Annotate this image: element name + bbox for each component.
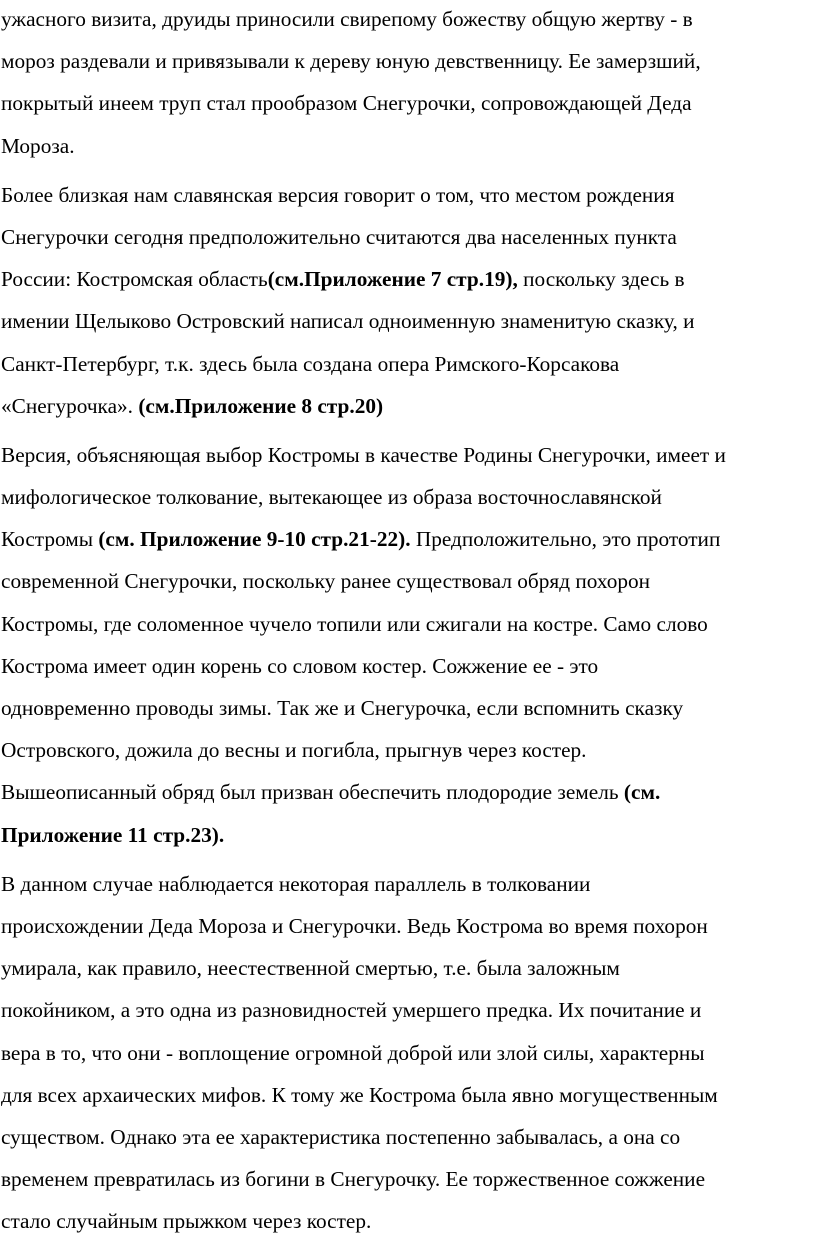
text-run: умирала, как правило, неестественной смертью, т.е. была заложным [1, 956, 620, 981]
text-line [1, 40, 811, 82]
text-run: Костромы, где соломенное чучело топили или сжигали на костре. Само слово [1, 611, 708, 636]
text-line [1, 814, 811, 856]
text-line [1, 343, 811, 385]
text-line [1, 603, 811, 645]
text-run: мифологическое толкование, вытекающее из образа восточнославянской [1, 485, 662, 510]
text-run: поскольку здесь в [517, 267, 685, 292]
text-run: Кострома имеет один корень со словом костер. Сожжение ее - это [1, 653, 599, 678]
text-line [1, 905, 811, 947]
text-line [1, 729, 811, 771]
text-run: существом. Однако эта ее характеристика постепенно забывалась, а она со [1, 1124, 681, 1149]
text-run: В данном случае наблюдается некоторая параллель в толковании [1, 871, 591, 896]
appendix-reference: Приложение 11 стр.23). [1, 822, 225, 847]
text-line [1, 0, 811, 40]
text-run: временем превратилась из богини в Снегурочку. Ее торжественное сожжение [1, 1167, 706, 1192]
paragraph-kostroma-version [1, 434, 811, 856]
text-run: происхождении Деда Мороза и Снегурочки. Ведь Кострома во время похорон [1, 913, 708, 938]
text-line [1, 1158, 811, 1200]
paragraph-parallel-interpretation [1, 863, 811, 1243]
paragraph-druids-sacrifice [1, 0, 811, 167]
text-line [1, 125, 811, 167]
text-run: ужасного визита, друиды приносили свирепому божеству общую жертву - в [1, 7, 693, 31]
text-run: Снегурочки сегодня предположительно считаются два населенных пункта [1, 224, 677, 249]
text-run: Версия, объясняющая выбор Костромы в качестве Родины Снегурочки, имеет и [1, 442, 726, 467]
text-run: Более близкая нам славянская версия говорит о том, что местом рождения [1, 182, 675, 207]
text-line [1, 947, 811, 989]
text-line [1, 863, 811, 905]
appendix-reference: (см. [623, 780, 661, 805]
document-page [1, 0, 811, 1249]
text-line [1, 82, 811, 124]
text-line [1, 518, 811, 560]
text-line [1, 216, 811, 258]
text-line [1, 1032, 811, 1074]
text-line [1, 687, 811, 729]
text-line [1, 560, 811, 602]
text-run: Костромы [1, 527, 99, 552]
appendix-reference: (см.Приложение 7 стр.19), [267, 267, 518, 292]
text-run: Предположительно, это прототип [410, 527, 721, 552]
paragraph-slavic-version [1, 174, 811, 427]
text-run: «Снегурочка». [1, 393, 139, 418]
text-run: покрытый инеем труп стал прообразом Снегурочки, сопровождающей Деда [1, 91, 692, 116]
text-line [1, 258, 811, 300]
text-run: Вышеописанный обряд был призван обеспечить плодородие земель [1, 780, 624, 805]
text-line [1, 989, 811, 1031]
text-run: одновременно проводы зимы. Так же и Снегурочка, если вспомнить сказку [1, 696, 684, 720]
text-line [1, 1200, 811, 1242]
text-line [1, 645, 811, 687]
text-run: современной Снегурочки, поскольку ранее существовал обряд похорон [1, 569, 651, 594]
text-line [1, 1116, 811, 1158]
text-line [1, 434, 811, 476]
text-line [1, 771, 811, 813]
text-line [1, 300, 811, 342]
text-run: покойником, а это одна из разновидностей умершего предка. Их почитание и [1, 998, 702, 1023]
text-run: Островского, дожила до весны и погибла, прыгнув через костер. [1, 738, 587, 763]
text-run: имении Щелыково Островский написал одноименную знаменитую сказку, и [1, 309, 695, 334]
text-run: Санкт-Петербург, т.к. здесь была создана опера Римского-Корсакова [1, 351, 620, 376]
text-run: стало случайным прыжком через костер. [1, 1209, 372, 1234]
text-line [1, 385, 811, 427]
appendix-reference: (см.Приложение 8 стр.20) [138, 393, 384, 418]
text-run: мороз раздевали и привязывали к дереву юную девственницу. Ее замерзший, [1, 49, 701, 74]
text-line [1, 174, 811, 216]
text-line [1, 1074, 811, 1116]
text-line [1, 476, 811, 518]
appendix-reference: (см. Приложение 9-10 стр.21-22). [98, 527, 411, 552]
text-run: России: Костромская область [1, 267, 268, 292]
text-run: Мороза. [1, 133, 75, 158]
text-run: вера в то, что они - воплощение огромной доброй или злой силы, характерны [1, 1040, 705, 1065]
text-run: для всех архаических мифов. К тому же Кострома была явно могущественным [1, 1082, 718, 1107]
